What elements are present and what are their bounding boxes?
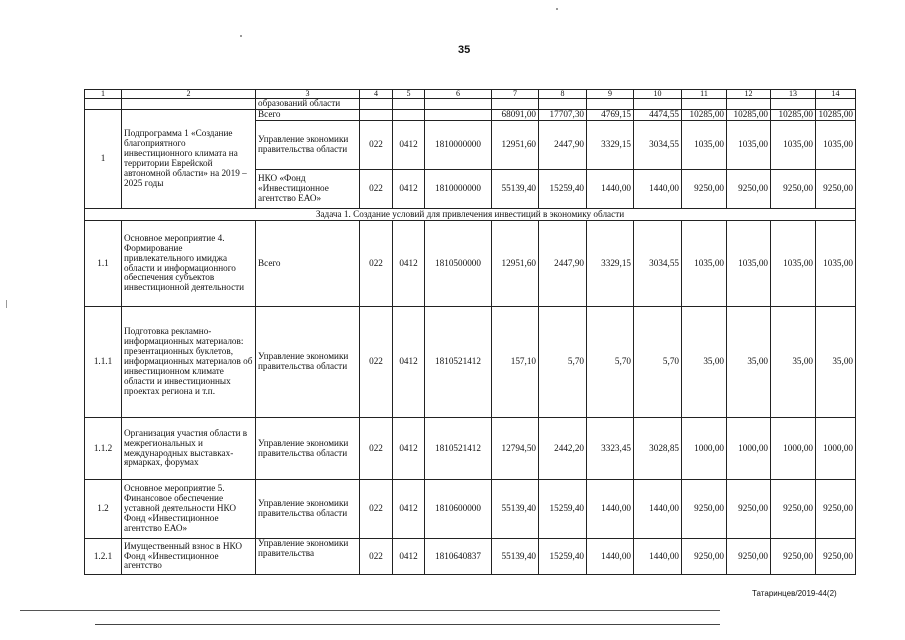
executor-cell: Управление экономики правительства области [256,418,360,480]
activity-name: Организация участия области в межрегиональных и международных выставках-ярмарках, форумах [122,418,256,480]
value-cell: 17707,30 [539,110,587,121]
table-row [85,480,856,539]
value-cell: 15259,40 [539,170,587,209]
grbs-cell: 022 [360,221,393,307]
value-cell: 1035,00 [727,221,771,307]
value-cell: 1000,00 [682,418,727,480]
col-header: 11 [682,90,727,99]
value-cell: 55139,40 [492,170,539,209]
value-cell: 10285,00 [816,110,856,121]
value-cell: 1035,00 [816,221,856,307]
csr-cell: 1810000000 [425,121,492,170]
rzpr-cell: 0412 [393,170,425,209]
table-row [85,539,856,575]
col-header: 14 [816,90,856,99]
csr-cell: 1810600000 [425,480,492,539]
value-cell: 3028,85 [634,418,682,480]
value-cell: 1000,00 [727,418,771,480]
task-title: Задача 1. Создание условий для привлечения инвестиций в экономику области [85,209,856,221]
col-header: 6 [425,90,492,99]
value-cell: 3034,55 [634,121,682,170]
row-number: 1.1 [85,221,122,307]
rzpr-cell: 0412 [393,539,425,575]
value-cell: 1440,00 [634,539,682,575]
grbs-cell: 022 [360,170,393,209]
grbs-cell: 022 [360,418,393,480]
value-cell: 1000,00 [816,418,856,480]
row-number: 1 [85,110,122,209]
grbs-cell: 022 [360,539,393,575]
activity-name: Имущественный взнос в НКО Фонд «Инвестиционное агентство [122,539,256,575]
value-cell: 15259,40 [539,480,587,539]
grbs-cell: 022 [360,480,393,539]
value-cell: 35,00 [771,307,816,418]
value-cell: 1035,00 [816,121,856,170]
table-row [85,99,856,110]
value-cell: 68091,00 [492,110,539,121]
page-number: 35 [458,44,471,56]
rzpr-cell: 0412 [393,307,425,418]
scan-speck [240,35,242,37]
csr-cell: 1810000000 [425,170,492,209]
value-cell: 157,10 [492,307,539,418]
value-cell: 4769,15 [587,110,634,121]
value-cell: 55139,40 [492,480,539,539]
value-cell: 5,70 [587,307,634,418]
value-cell: 1035,00 [682,221,727,307]
grbs-cell: 022 [360,307,393,418]
value-cell: 9250,00 [816,480,856,539]
value-cell: 9250,00 [727,170,771,209]
value-cell: 10285,00 [771,110,816,121]
value-cell: 9250,00 [771,539,816,575]
value-cell: 10285,00 [682,110,727,121]
row-number: 1.2.1 [85,539,122,575]
scan-edge-line [20,610,720,611]
scan-edge-line [95,624,720,625]
col-header: 13 [771,90,816,99]
value-cell: 1440,00 [634,480,682,539]
value-cell: 35,00 [682,307,727,418]
value-cell: 12951,60 [492,121,539,170]
executor-cell: Всего [256,110,360,121]
col-header: 4 [360,90,393,99]
value-cell: 9250,00 [816,170,856,209]
grbs-cell: 022 [360,121,393,170]
column-number-row [85,90,856,99]
value-cell: 1440,00 [634,170,682,209]
table-row [85,418,856,480]
value-cell: 3034,55 [634,221,682,307]
scan-speck [556,8,558,10]
footer-code: Татаринцев/2019-44(2) [752,589,837,598]
value-cell: 5,70 [539,307,587,418]
value-cell: 55139,40 [492,539,539,575]
value-cell: 2447,90 [539,221,587,307]
value-cell: 9250,00 [816,539,856,575]
row-number: 1.1.2 [85,418,122,480]
value-cell: 12794,50 [492,418,539,480]
activity-name: Основное мероприятие 4. Формирование привлекательного имиджа области и информационного обеспечения субъектов инвестиционной деятельности [122,221,256,307]
value-cell: 35,00 [816,307,856,418]
activity-name: Основное мероприятие 5. Финансовое обеспечение уставной деятельности НКО Фонд «Инвестиционное агентство ЕАО» [122,480,256,539]
value-cell: 5,70 [634,307,682,418]
executor-cell: образований области [256,99,360,110]
table-row [85,221,856,307]
value-cell: 3323,45 [587,418,634,480]
executor-cell: Управление экономики правительства области [256,121,360,170]
value-cell: 2442,20 [539,418,587,480]
program-name: Подпрограмма 1 «Создание благоприятного инвестиционного климата на территории Еврейской автономной области» на 2019 – 2025 годы [122,110,256,209]
value-cell: 1035,00 [727,121,771,170]
executor-cell: Управление экономики правительства области [256,480,360,539]
col-header: 8 [539,90,587,99]
col-header: 5 [393,90,425,99]
value-cell: 3329,15 [587,121,634,170]
value-cell: 9250,00 [771,480,816,539]
value-cell: 1000,00 [771,418,816,480]
rzpr-cell: 0412 [393,221,425,307]
value-cell: 12951,60 [492,221,539,307]
value-cell: 35,00 [727,307,771,418]
value-cell: 3329,15 [587,221,634,307]
executor-cell: Всего [256,221,360,307]
value-cell: 9250,00 [682,539,727,575]
value-cell: 9250,00 [682,170,727,209]
rzpr-cell: 0412 [393,480,425,539]
col-header: 3 [256,90,360,99]
table-row [85,110,856,121]
csr-cell: 1810521412 [425,418,492,480]
row-number: 1.1.1 [85,307,122,418]
value-cell: 9250,00 [727,539,771,575]
value-cell: 9250,00 [682,480,727,539]
value-cell: 2447,90 [539,121,587,170]
value-cell: 1035,00 [771,121,816,170]
col-header: 1 [85,90,122,99]
col-header: 12 [727,90,771,99]
task-row [85,209,856,221]
csr-cell: 1810521412 [425,307,492,418]
col-header: 2 [122,90,256,99]
value-cell: 15259,40 [539,539,587,575]
rzpr-cell: 0412 [393,121,425,170]
value-cell: 1440,00 [587,539,634,575]
row-number: 1.2 [85,480,122,539]
col-header: 7 [492,90,539,99]
csr-cell: 1810640837 [425,539,492,575]
table-row [85,307,856,418]
rzpr-cell: 0412 [393,418,425,480]
scan-speck [6,300,7,308]
value-cell: 1440,00 [587,480,634,539]
value-cell: 1035,00 [682,121,727,170]
executor-cell: Управление экономики правительства [256,539,360,575]
budget-table [84,89,856,575]
value-cell: 1035,00 [771,221,816,307]
executor-cell: Управление экономики правительства области [256,307,360,418]
csr-cell: 1810500000 [425,221,492,307]
activity-name: Подготовка рекламно-информационных материалов: презентационных буклетов, информационных материалов об инвестиционном климате области и инвестиционных проектах региона и т.п. [122,307,256,418]
value-cell: 9250,00 [727,480,771,539]
executor-cell: НКО «Фонд «Инвестиционное агентство ЕАО» [256,170,360,209]
col-header: 9 [587,90,634,99]
value-cell: 10285,00 [727,110,771,121]
value-cell: 4474,55 [634,110,682,121]
value-cell: 1440,00 [587,170,634,209]
col-header: 10 [634,90,682,99]
value-cell: 9250,00 [771,170,816,209]
